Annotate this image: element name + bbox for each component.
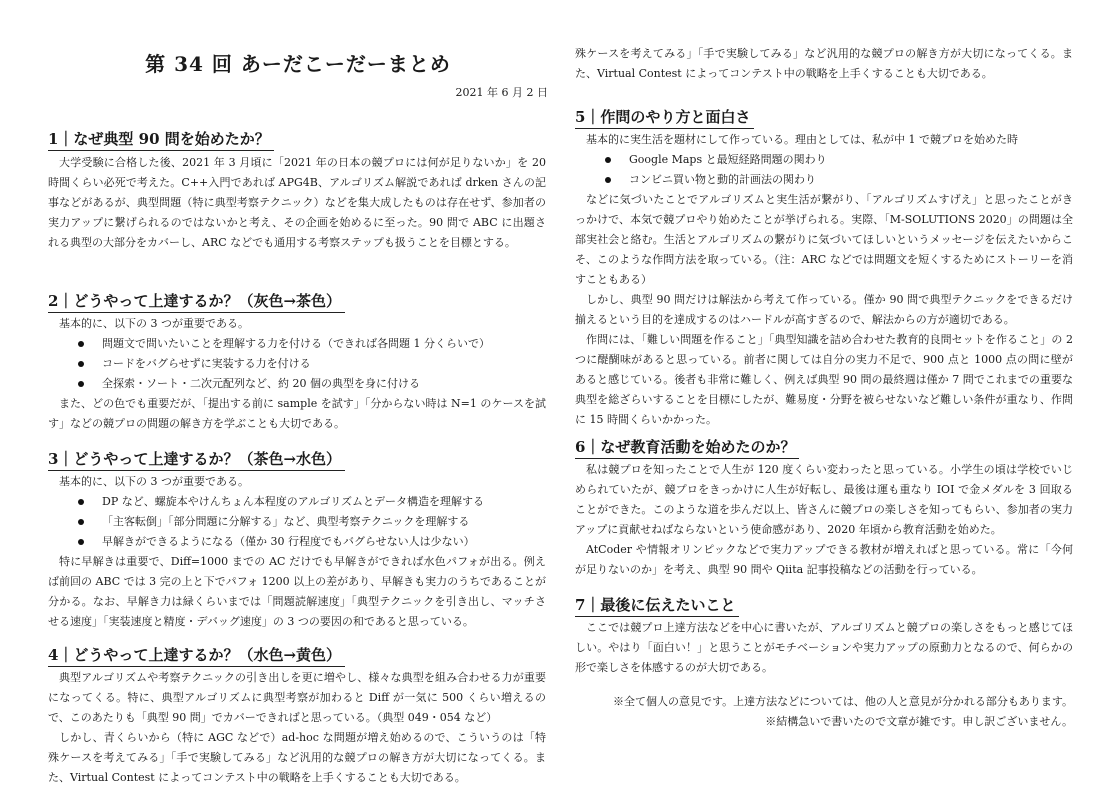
list-item: 問題文で問いたいことを理解する力を付ける（できれば各問題 1 分くらいで） <box>48 334 546 354</box>
section-6-heading: 6｜なぜ教育活動を始めたのか？ <box>575 436 799 459</box>
section-3-intro: 基本的に、以下の 3 つが重要である。 <box>59 475 249 488</box>
section-6-paragraph-2: AtCoder や情報オリンピックなどで実力アップできる教材が増えればと思っている。常に「今何が足りないのか」を考え、典型 90 問や Qiita 記事投稿などの活動を行っている。 <box>575 543 1073 576</box>
section-7-paragraph: ここでは競プロ上達方法などを中心に書いたが、アルゴリズムと競プロの楽しさをもっと感じてほしい。やはり「面白い！」と思うことがモチベーションや実力アップの原動力となるので、何らかの形で楽しさを体感するのが大切である。 <box>575 621 1073 674</box>
section-6-paragraph-1: 私は競プロを知ったことで人生が 120 度くらい変わったと思っている。小学生の頃は学校でいじめられていたが、競プロをきっかけに人生が好転し、最後は運も重なり IOI で金メダルを 3 回取ることができた。このような道を歩んだ以上、皆さんに競プロの楽しさを知ってもらい、参加者の実力アップに貢献せねばならないという使命感があり、2020 年頃から教育活動を始めた。 <box>575 463 1073 536</box>
section-2-body <box>48 314 546 434</box>
section-7-body <box>575 618 1073 678</box>
bullet-icon <box>78 361 84 367</box>
section-3-body <box>48 472 546 632</box>
section-3-heading: 3｜どうやって上達するか？（茶色→水色） <box>48 448 345 471</box>
footer-note-2: ※結構急いで書いたので文章が雑です。申し訳ございません。 <box>765 715 1073 728</box>
list-item: コンビニ買い物と動的計画法の関わり <box>575 170 1073 190</box>
section-2-bullet-list <box>48 334 546 394</box>
list-item: Google Maps と最短経路問題の関わり <box>575 150 1073 170</box>
section-5-paragraph-1: などに気づいたことでアルゴリズムと実生活が繋がり、「アルゴリズムすげえ」と思ったことがきっかけで、本気で競プロやり始めたことが挙げられる。実際、「M-SOLUTIONS 2020」の問題は全部実社会と絡む。生活とアルゴリズムの繋がりに気づいてほしいというメッセージを伝えたいからこそ、このような作問方法を取っている。（注：ARC などでは問題文を短くするためにストーリーを消すこともある） <box>575 193 1073 286</box>
list-item: 「主客転倒」「部分問題に分解する」など、典型考察テクニックを理解する <box>48 512 546 532</box>
section-4-heading: 4｜どうやって上達するか？（水色→黄色） <box>48 644 345 667</box>
bullet-icon <box>78 341 84 347</box>
section-1-paragraph: 大学受験に合格した後、2021 年 3 月頃に「2021 年の日本の競プロには何が足りないか」を 20 時間くらい必死で考えた。C++入門であれば APG4B、アルゴリズム解説であれば drken さんの記事などがあるが、典型問題（特に典型考察テクニック）などを集大成したものは存在せず、参加者の実力アップに繋げられるのではないかと考え、その企画を始めるに至った。90 問で ABC に出題される典型の大部分をカバーし、ARC などでも通用する考察ステップも扱うことを目標とする。 <box>48 156 546 249</box>
section-5-bullet-list <box>575 150 1073 190</box>
section-5-heading: 5｜作問のやり方と面白さ <box>575 106 754 129</box>
bullet-icon <box>605 177 611 183</box>
section-5-intro: 基本的に実生活を題材にして作っている。理由としては、私が中 1 で競プロを始めた時 <box>586 133 1018 146</box>
section-5-paragraph-3: 作問には、「難しい問題を作ること」「典型知識を詰め合わせた教育的良問セットを作ること」の 2 つに醍醐味があると思っている。前者に関しては自分の実力不足で、900 点と 1000 点の問に壁があると感じている。後者も非常に難しく、例えば典型 90 問の最終週は僅か 7 問でこれまでの重要な典型を総ざらいすることを目標にしたが、難易度・分野を被らせないなど難しい条件が重なり、作問に 15 時間くらいかかった。 <box>575 333 1073 426</box>
section-2-outro: また、どの色でも重要だが、「提出する前に sample を試す」「分からない時は N=1 のケースを試す」などの競プロの問題の解き方を学ぶことも大切である。 <box>48 397 546 430</box>
page-title: 第 34 回 あーだこーだーまとめ <box>145 52 451 76</box>
section-2-intro: 基本的に、以下の 3 つが重要である。 <box>59 317 249 330</box>
footer-notes <box>575 692 1073 732</box>
section-3-bullet-list <box>48 492 546 552</box>
section-4-paragraph-1: 典型アルゴリズムや考察テクニックの引き出しを更に増やし、様々な典型を組み合わせる力が重要になってくる。特に、典型アルゴリズムに典型考察が加わると Diff が一気に 500 くらい増えるので、このあたりも「典型 90 問」でカバーできればと思っている。（典型 049・054 など） <box>48 671 546 724</box>
list-item: DP など、螺旋本やけんちょん本程度のアルゴリズムとデータ構造を理解する <box>48 492 546 512</box>
section-4-continued <box>575 44 1073 84</box>
bullet-icon <box>78 519 84 525</box>
section-7-heading: 7｜最後に伝えたいこと <box>575 594 739 617</box>
bullet-icon <box>78 499 84 505</box>
section-3-outro: 特に早解きは重要で、Diff=1000 までの AC だけでも早解きができれば水色パフォが出る。例えば前回の ABC では 3 完の上と下でパフォ 1200 以上の差があり、早解きも実力のうちであることが分かる。なお、早解き力は緑くらいまでは「問題読解速度」「典型テクニックを引き出し、マッチさせる速度」「実装速度と精度・デバッグ速度」の 3 つの要因の和であると思っている。 <box>48 555 546 628</box>
section-4-paragraph-2: しかし、青くらいから（特に AGC などで）ad-hoc な問題が増え始めるので、こういうのは「特殊ケースを考えてみる」「手で実験してみる」など汎用的な競プロの解き方が大切になってくる。また、Virtual Contest によってコンテスト中の戦略を上手くすることも大切である。 <box>48 731 546 784</box>
section-6-body <box>575 460 1073 580</box>
section-4-paragraph-2-continued: 殊ケースを考えてみる」「手で実験してみる」など汎用的な競プロの解き方が大切になってくる。また、Virtual Contest によってコンテスト中の戦略を上手くすることも大切である。 <box>575 47 1073 80</box>
section-4-body <box>48 668 546 784</box>
list-item: 早解きができるようになる（僅か 30 行程度でもバグらせない人は少ない） <box>48 532 546 552</box>
section-1-heading: 1｜なぜ典型 90 問を始めたか？ <box>48 128 274 151</box>
section-5-body <box>575 130 1073 430</box>
section-1-body <box>48 153 546 253</box>
list-item: 全探索・ソート・二次元配列など、約 20 個の典型を身に付ける <box>48 374 546 394</box>
bullet-icon <box>78 381 84 387</box>
section-5-paragraph-2: しかし、典型 90 問だけは解法から考えて作っている。僅か 90 問で典型テクニックをできるだけ揃えるという目的を達成するのはハードルが高すぎるので、解法からの方が適切である。 <box>575 293 1073 326</box>
bullet-icon <box>78 539 84 545</box>
date: 2021 年 6 月 2 日 <box>455 86 548 99</box>
footer-note-1: ※全て個人の意見です。上達方法などについては、他の人と意見が分かれる部分もあります。 <box>612 695 1073 708</box>
list-item: コードをバグらせずに実装する力を付ける <box>48 354 546 374</box>
bullet-icon <box>605 157 611 163</box>
section-2-heading: 2｜どうやって上達するか？（灰色→茶色） <box>48 290 345 313</box>
